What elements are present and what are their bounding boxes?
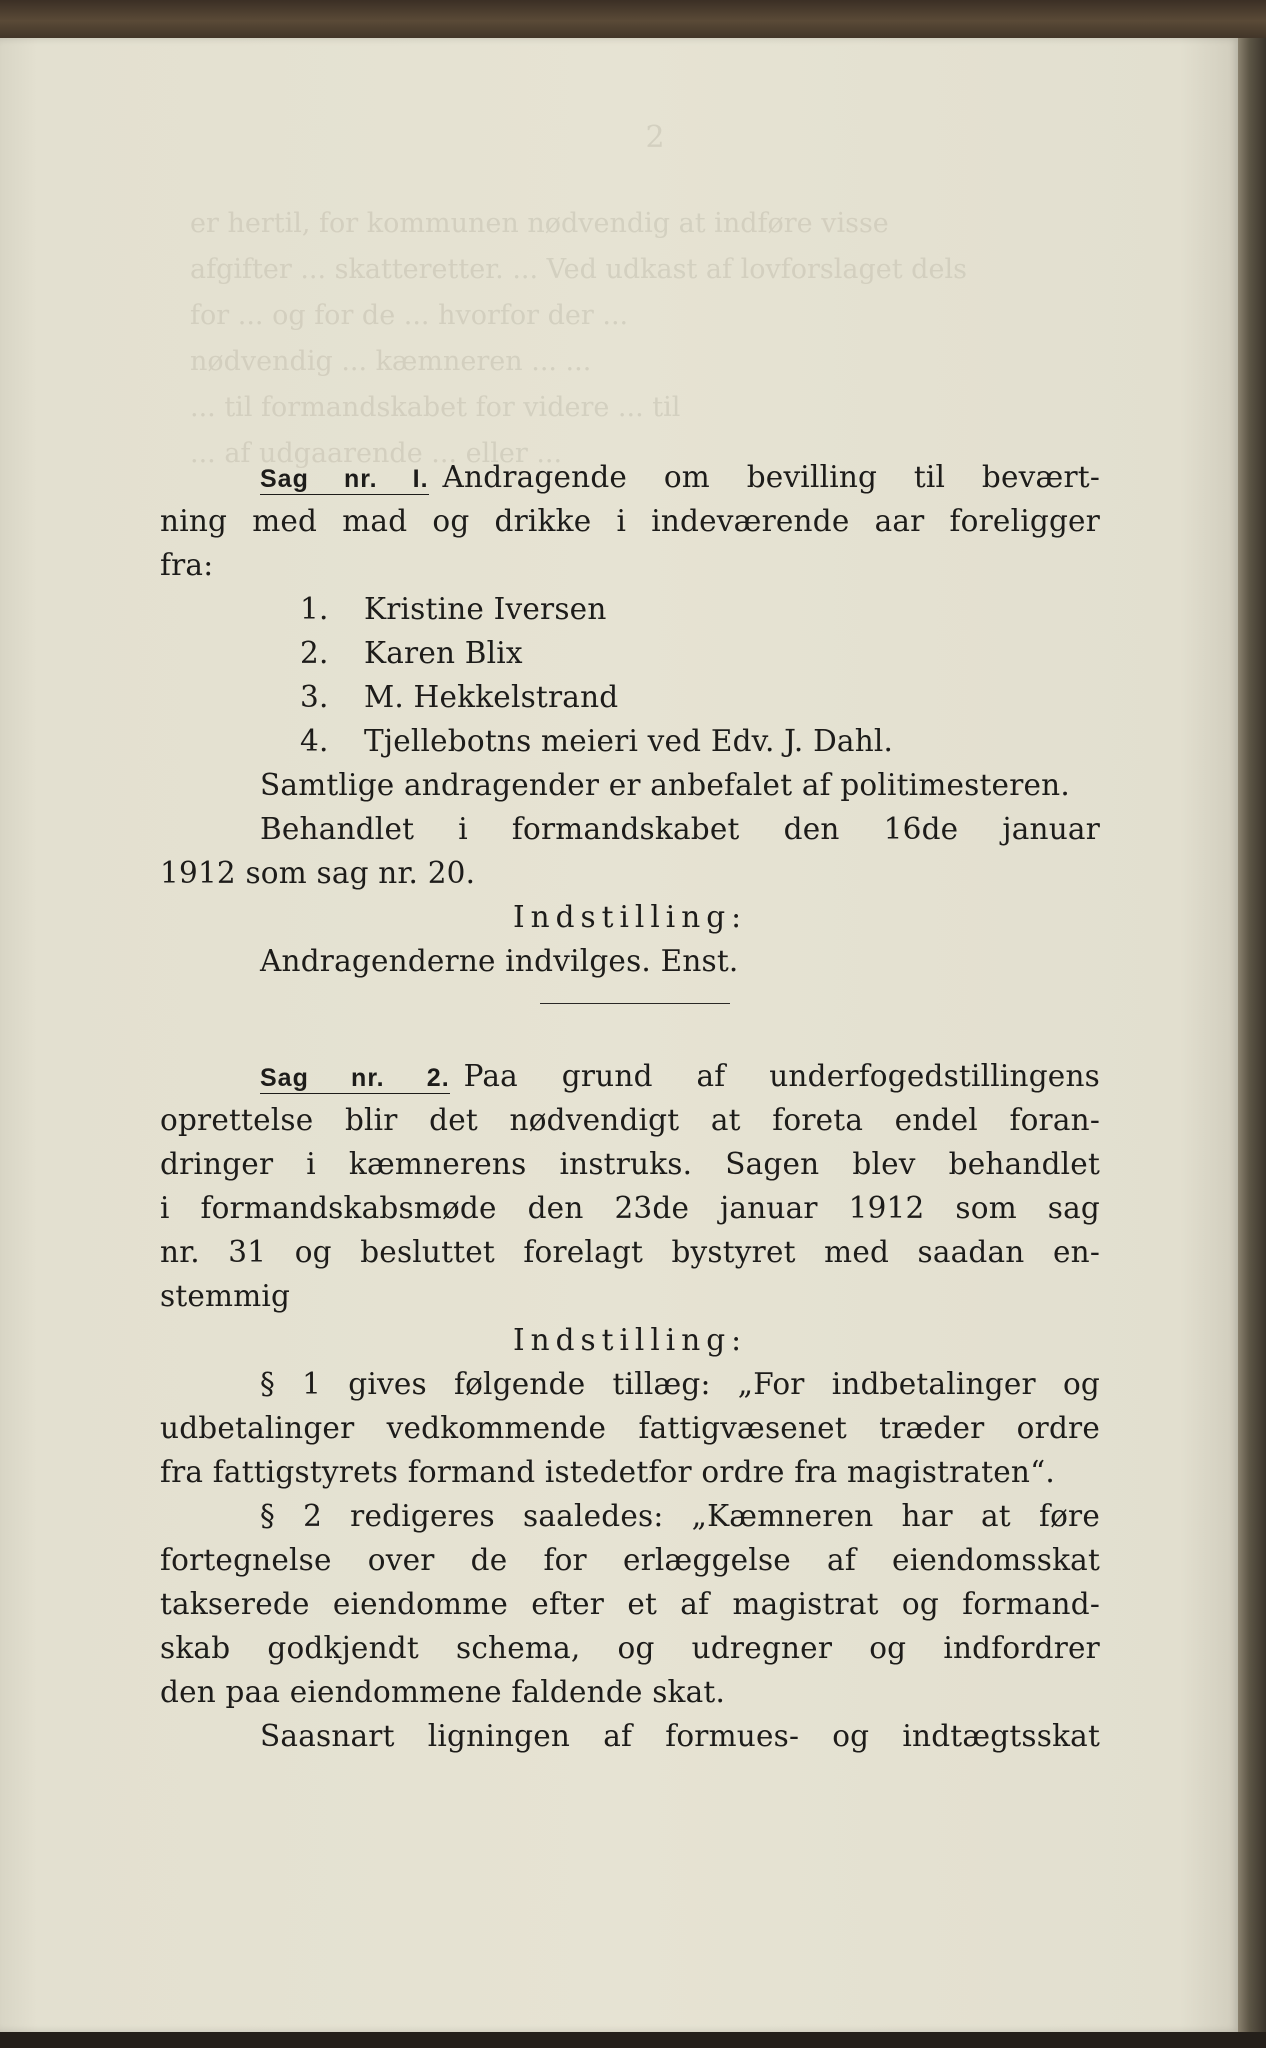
applicant-number: 1.: [300, 592, 329, 626]
bleed-through-line: afgifter ... skatteretter. ... Ved udkast af lovforslaget dels: [190, 254, 967, 285]
paragraph3-line1: Saasnart ligningen af formues- og indtægtsskat: [260, 1719, 1100, 1753]
case1-proposal: Andragenderne indvilges. Enst.: [260, 944, 739, 978]
applicant-name: Tjellebotns meieri ved Edv. J. Dahl.: [364, 724, 894, 758]
case2-line4: i formandskabsmøde den 23de januar 1912 som sag: [160, 1191, 1100, 1225]
bleed-through-line: nødvendig ... kæmneren ... ...: [190, 346, 592, 377]
applicant-name: Karen Blix: [364, 636, 523, 670]
bleed-through-line: er hertil, for kommunen nødvendig at indføre visse: [190, 208, 889, 239]
case1-first-line: [160, 455, 1100, 499]
book-spine: [1238, 38, 1266, 2032]
applicant-number: 4.: [300, 724, 329, 758]
book-binding-bottom: [0, 2032, 1266, 2048]
case2-line6: stemmig: [160, 1279, 291, 1313]
case2-first-line: [160, 1054, 1100, 1098]
applicant-name: M. Hekkelstrand: [364, 680, 619, 714]
case1-line3: fra:: [160, 548, 214, 582]
paragraph2-line3: takserede eiendomme efter et af magistrat og formand-: [160, 1587, 1100, 1621]
case2-heading: Sag nr. 2.: [260, 1064, 450, 1092]
case1-treated-line2: 1912 som sag nr. 20.: [160, 856, 476, 890]
applicant-item: [160, 631, 1100, 675]
paragraph2-line1: § 2 redigeres saaledes: „Kæmneren har at føre: [260, 1499, 1100, 1533]
bleed-through-text: [190, 120, 1120, 477]
bleed-through-page-number: 2: [645, 120, 665, 155]
applicant-name: Kristine Iversen: [364, 592, 607, 626]
section-divider: [540, 1003, 730, 1004]
applicant-item: [160, 675, 1100, 719]
case2-line2: oprettelse blir det nødvendigt at foreta endel foran-: [160, 1103, 1100, 1137]
page-text: [160, 455, 1100, 1758]
case2-line5: nr. 31 og besluttet forelagt bystyret med saadan en-: [160, 1235, 1100, 1269]
bleed-through-line: ... af udgaarende ... eller ...: [190, 438, 563, 469]
applicant-number: 2.: [300, 636, 329, 670]
case1-line2: ning med mad og drikke i indeværende aar foreligger: [160, 504, 1100, 538]
case1-recommended: Samtlige andragender er anbefalet af politimesteren.: [260, 768, 1070, 802]
paragraph2-line4: skab godkjendt schema, og udregner og indfordrer: [160, 1631, 1100, 1665]
bleed-through-line: ... til formandskabet for videre ... til: [190, 392, 681, 423]
case1-heading: Sag nr. I.: [260, 465, 429, 493]
paragraph2-line5: den paa eiendommene faldende skat.: [160, 1675, 726, 1709]
applicant-item: [160, 719, 1100, 763]
bleed-through-line: for ... og for de ... hvorfor der ...: [190, 300, 629, 331]
paragraph1-line2: udbetalinger vedkommende fattigvæsenet træder ordre: [160, 1411, 1100, 1445]
case2-line1: Paa grund af underfogedstillingens: [463, 1059, 1100, 1093]
paragraph1-line3: fra fattigstyrets formand istedetfor ordre fra magistraten“.: [160, 1455, 1055, 1489]
case2-proposal-heading: Indstilling:: [512, 1323, 748, 1357]
case1-treated-line1: Behandlet i formandskabet den 16de januar: [260, 812, 1100, 846]
applicant-number: 3.: [300, 680, 329, 714]
paragraph2-line2: fortegnelse over de for erlæggelse af eiendomsskat: [160, 1543, 1100, 1577]
case1-line1: Andragende om bevilling til bevært-: [442, 460, 1100, 494]
case2-line3: dringer i kæmnerens instruks. Sagen blev behandlet: [160, 1147, 1100, 1181]
case1-proposal-heading: Indstilling:: [512, 900, 748, 934]
applicant-item: [160, 587, 1100, 631]
paragraph1-line1: § 1 gives følgende tillæg: „For indbetalinger og: [260, 1367, 1100, 1401]
